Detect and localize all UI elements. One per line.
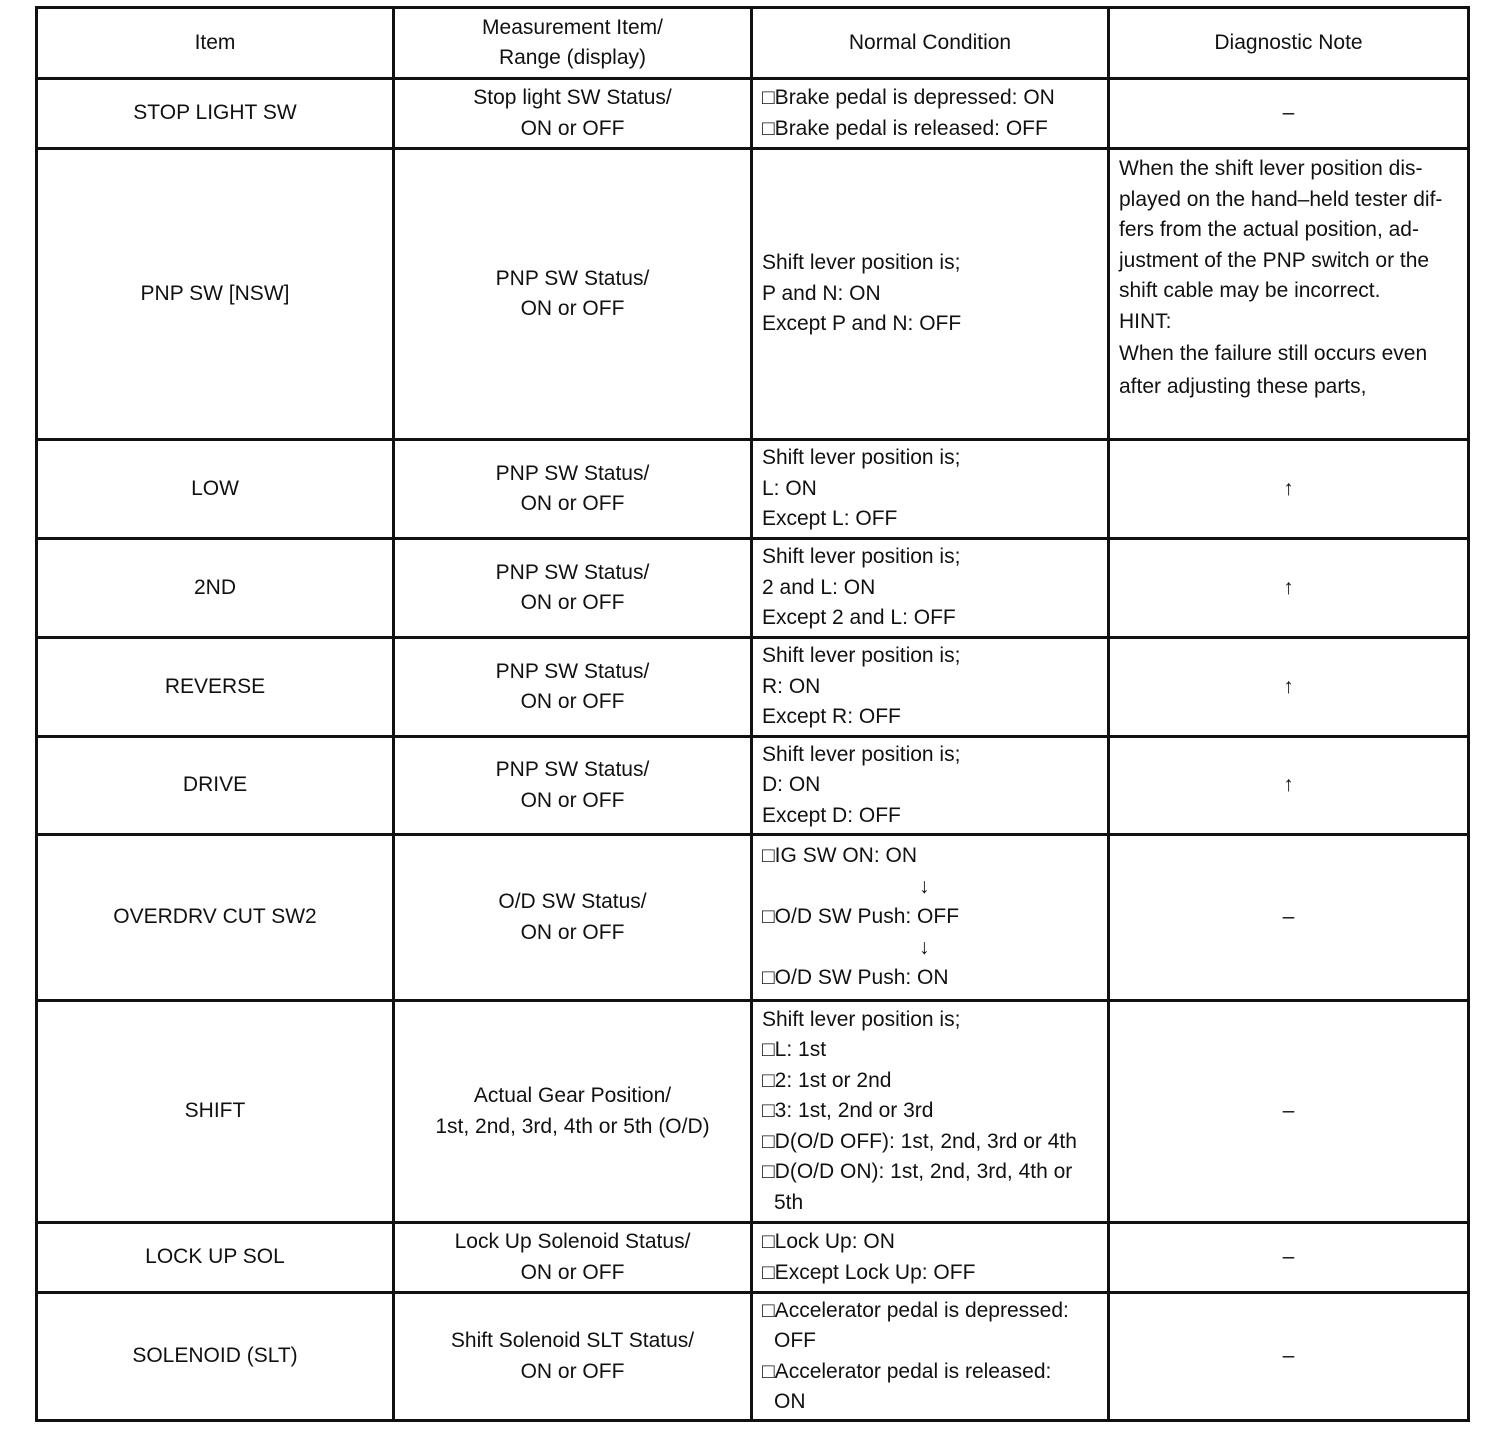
table-row [37, 79, 1469, 149]
header-item: Item [37, 8, 394, 79]
measurement-cell: Lock Up Solenoid Status/ ON or OFF [394, 1223, 752, 1293]
diagnostic-note-cell: – [1109, 1223, 1469, 1293]
table-row [37, 1293, 1469, 1421]
measurement-cell: PNP SW Status/ ON or OFF [394, 149, 752, 440]
normal-condition-cell: Shift lever position is; 2 and L: ON Except 2 and L: OFF [752, 539, 1109, 638]
diagnostic-note-cell [1109, 737, 1469, 835]
normal-condition-cell: Shift lever position is; P and N: ON Except P and N: OFF [752, 149, 1109, 440]
normal-condition-cell: Shift lever position is; L: ON Except L: OFF [752, 440, 1109, 539]
down-arrow-icon: ↓ [919, 874, 930, 898]
measurement-cell: O/D SW Status/ ON or OFF [394, 835, 752, 1001]
normal-condition-cell: □Lock Up: ON □Except Lock Up: OFF [752, 1223, 1109, 1293]
item-cell: LOCK UP SOL [37, 1223, 394, 1293]
diagnostic-note-cell: – [1109, 835, 1469, 1001]
normal-condition-cell: Shift lever position is; R: ON Except R: OFF [752, 638, 1109, 737]
table-row [37, 638, 1469, 737]
item-cell: STOP LIGHT SW [37, 79, 394, 149]
header-measurement: Measurement Item/ Range (display) [394, 8, 752, 79]
up-arrow-icon: ↑ [1283, 476, 1294, 500]
measurement-cell: Actual Gear Position/ 1st, 2nd, 3rd, 4th or 5th (O/D) [394, 1001, 752, 1223]
measurement-cell: PNP SW Status/ ON or OFF [394, 737, 752, 835]
item-cell: 2ND [37, 539, 394, 638]
up-arrow-icon: ↑ [1283, 773, 1294, 797]
normal-condition-cell: □IG SW ON: ON ↓ □O/D SW Push: OFF ↓ □O/D SW Push: ON [752, 835, 1109, 1001]
table-row [37, 1001, 1469, 1223]
item-cell: DRIVE [37, 737, 394, 835]
down-arrow-icon: ↓ [919, 935, 930, 959]
diagnostic-note-cell: – [1109, 1001, 1469, 1223]
item-cell: REVERSE [37, 638, 394, 737]
item-cell: SHIFT [37, 1001, 394, 1223]
diagnostic-note-cell [1109, 440, 1469, 539]
header-row [37, 8, 1469, 79]
normal-condition-cell: Shift lever position is; □L: 1st □2: 1st or 2nd □3: 1st, 2nd or 3rd □D(O/D OFF): 1st, 2nd, 3rd or 4th □D(O/D ON): 1st, 2nd, 3rd, 4th or 5th [752, 1001, 1109, 1223]
item-cell: PNP SW [NSW] [37, 149, 394, 440]
diagnostic-data-table [35, 6, 1470, 1422]
table-row [37, 737, 1469, 835]
up-arrow-icon: ↑ [1283, 575, 1294, 599]
diagnostic-note-cell: – [1109, 1293, 1469, 1421]
measurement-cell: Shift Solenoid SLT Status/ ON or OFF [394, 1293, 752, 1421]
measurement-cell: PNP SW Status/ ON or OFF [394, 638, 752, 737]
table-row [37, 835, 1469, 1001]
item-cell: LOW [37, 440, 394, 539]
table-row [37, 149, 1469, 440]
table-row [37, 1223, 1469, 1293]
diagnostic-note-cell: When the shift lever position dis- played on the hand–held tester dif- fers from the actual position, ad- justment of the PNP switch or the shift cable may be incorrect. HINT: When the failure still occurs even after adjusting these parts, [1109, 149, 1469, 440]
measurement-cell: Stop light SW Status/ ON or OFF [394, 79, 752, 149]
diagnostic-note-cell [1109, 539, 1469, 638]
normal-condition-cell: Shift lever position is; D: ON Except D: OFF [752, 737, 1109, 835]
table-row [37, 440, 1469, 539]
diagnostic-note-cell: – [1109, 79, 1469, 149]
up-arrow-icon: ↑ [1283, 674, 1294, 698]
header-normal-condition: Normal Condition [752, 8, 1109, 79]
diagnostic-note-cell [1109, 638, 1469, 737]
normal-condition-cell: □Accelerator pedal is depressed: OFF □Accelerator pedal is released: ON [752, 1293, 1109, 1421]
header-diagnostic-note: Diagnostic Note [1109, 8, 1469, 79]
item-cell: OVERDRV CUT SW2 [37, 835, 394, 1001]
table-row [37, 539, 1469, 638]
item-cell: SOLENOID (SLT) [37, 1293, 394, 1421]
normal-condition-cell: □Brake pedal is depressed: ON □Brake pedal is released: OFF [752, 79, 1109, 149]
measurement-cell: PNP SW Status/ ON or OFF [394, 440, 752, 539]
measurement-cell: PNP SW Status/ ON or OFF [394, 539, 752, 638]
